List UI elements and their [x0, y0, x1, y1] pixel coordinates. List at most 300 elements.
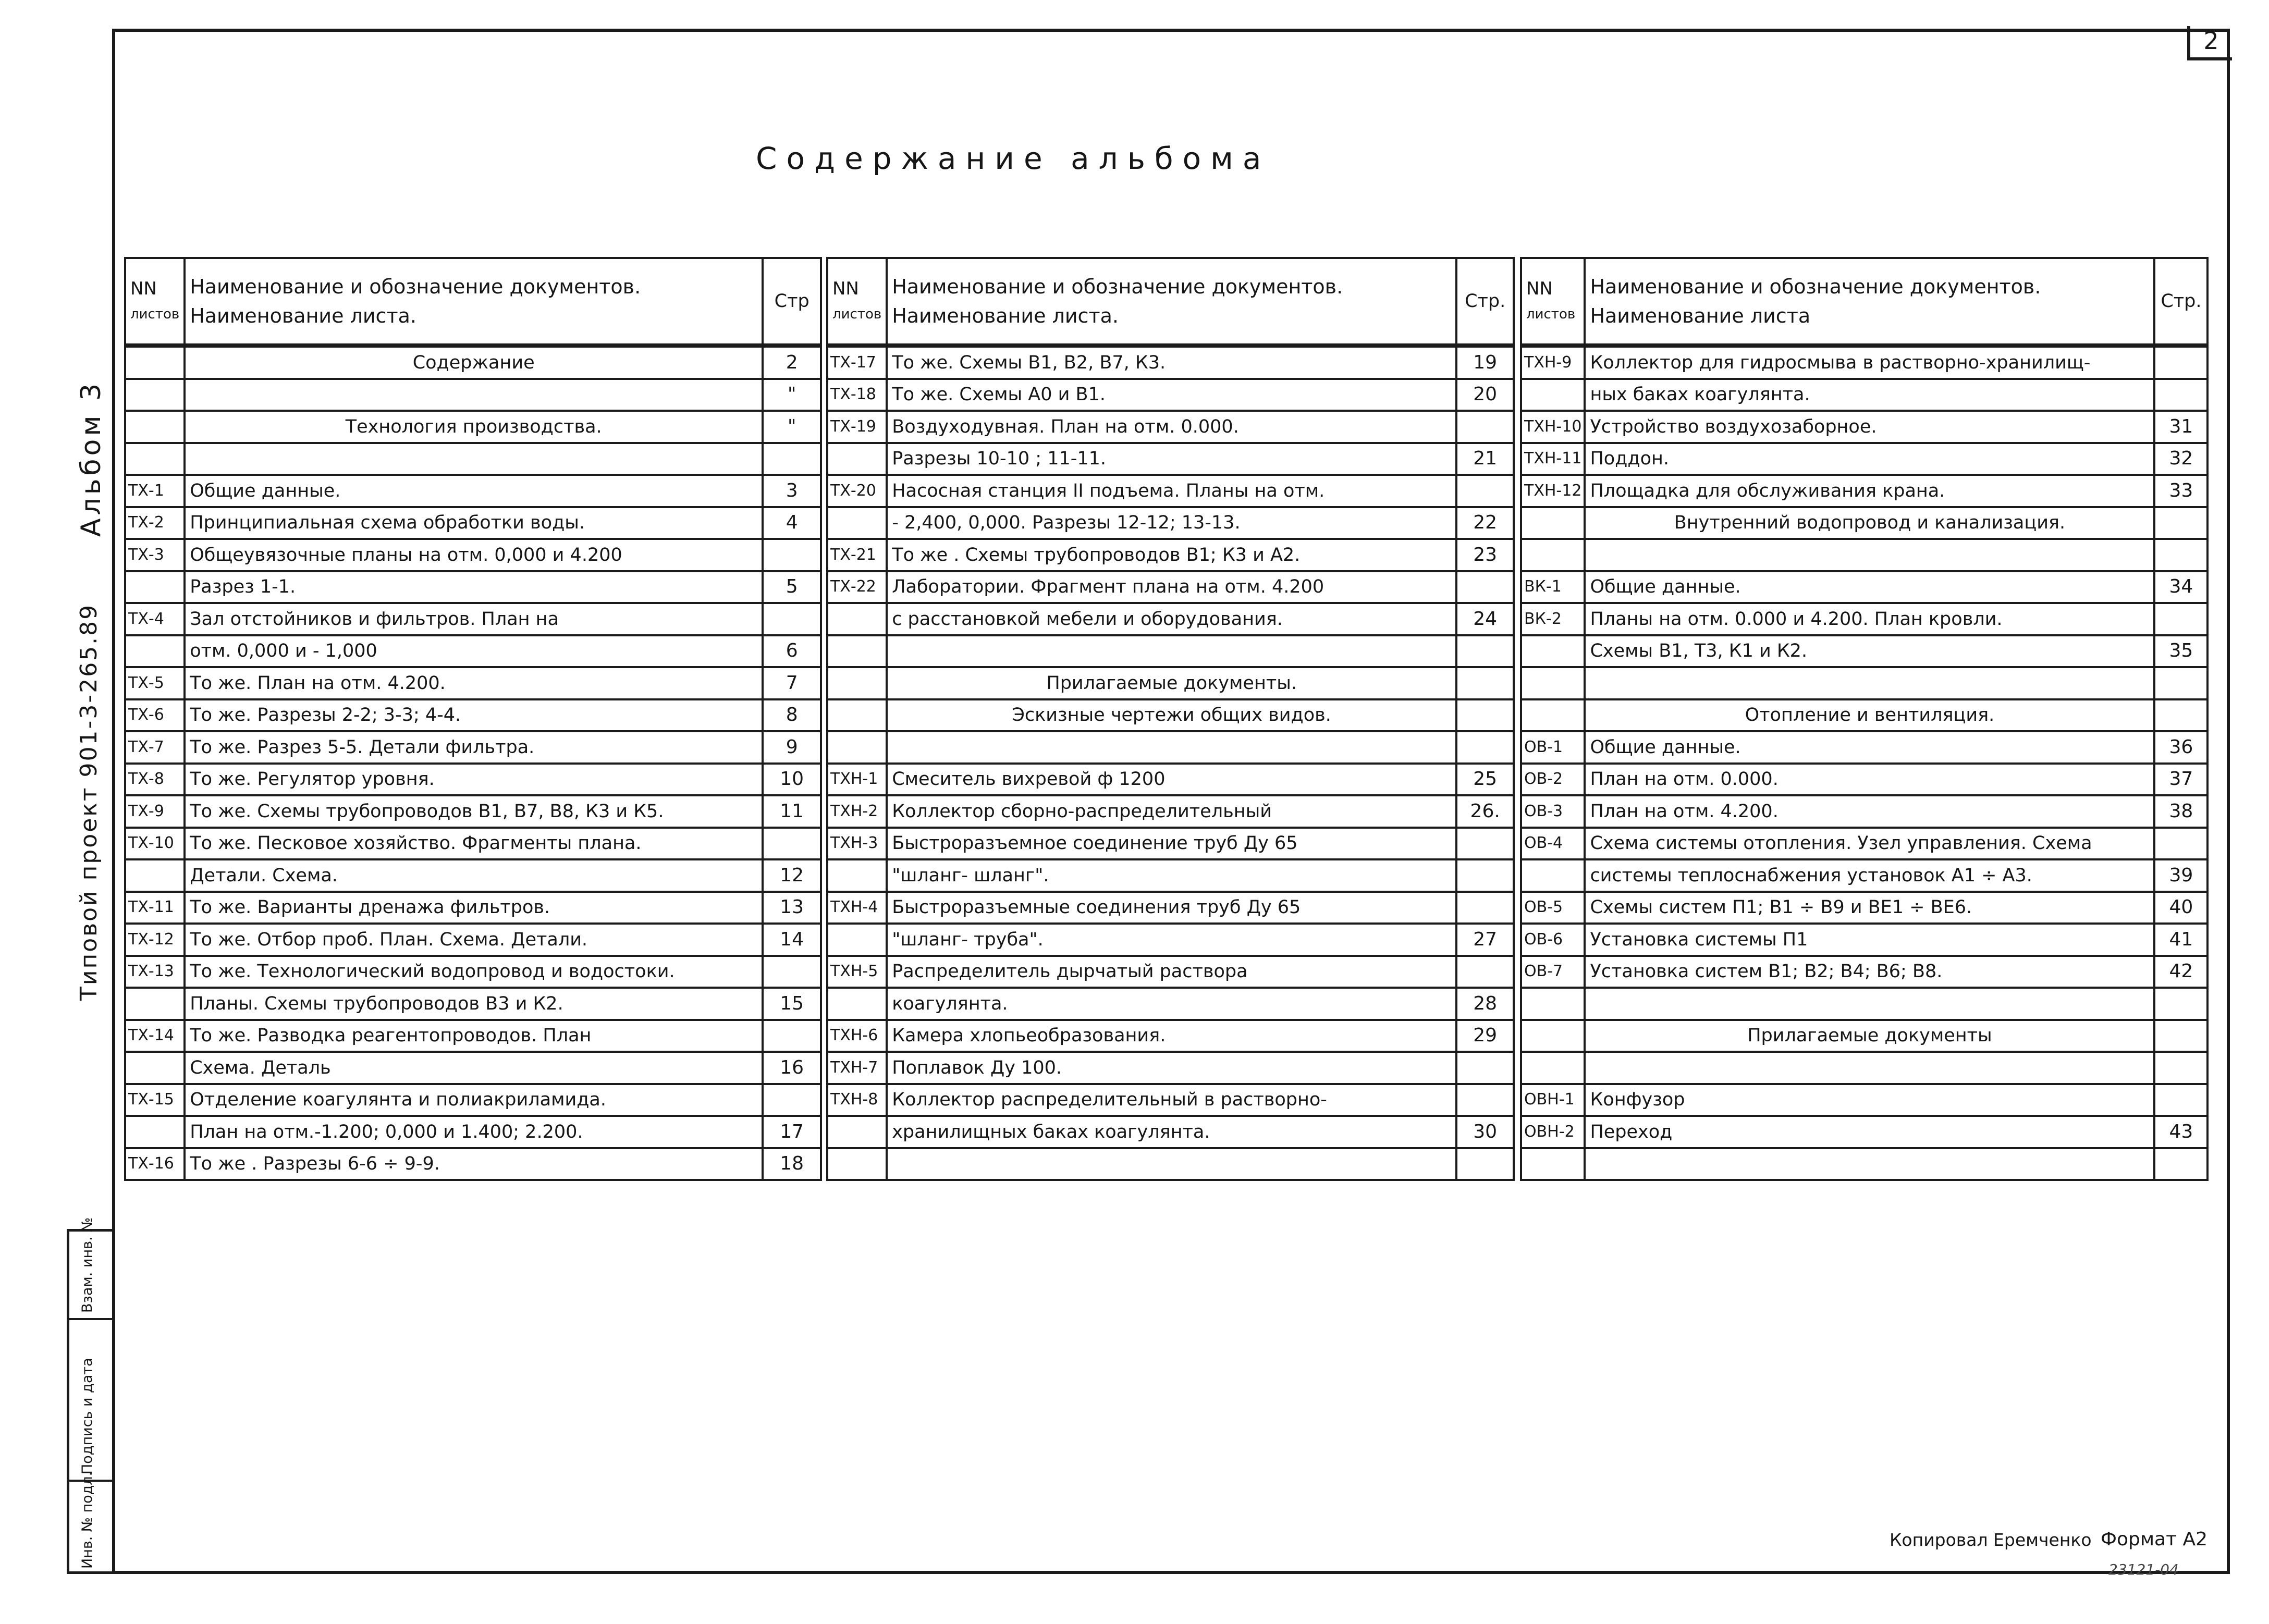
stamp-field-inventory: Инв. № подл.	[79, 1471, 95, 1569]
sheet-number	[125, 346, 185, 379]
stamp-field-replacement: Взам. инв. №	[79, 1217, 95, 1313]
page-number-cell: 43	[2154, 1116, 2207, 1148]
page-number-cell	[1456, 892, 1514, 924]
page-number-cell: 12	[763, 859, 821, 892]
sheet-name: коагулянта.	[887, 988, 1456, 1020]
page-number-cell: 22	[1456, 507, 1514, 539]
table-row	[1521, 988, 2207, 1020]
table-row	[827, 956, 1514, 988]
table-row	[125, 443, 821, 475]
table-row	[125, 988, 821, 1020]
sheet-number: ТХН-7	[827, 1052, 887, 1084]
table-row	[827, 764, 1514, 796]
sheet-name	[887, 1148, 1456, 1180]
stamp-cell-signature	[69, 1320, 112, 1482]
table-row	[125, 603, 821, 635]
sheet-name	[185, 379, 763, 411]
table-row	[827, 539, 1514, 571]
page-number-cell	[1456, 411, 1514, 443]
table-row	[827, 379, 1514, 411]
sheet-number	[827, 988, 887, 1020]
sheet-number: ТХН-1	[827, 764, 887, 796]
sheet-name: Детали. Схема.	[185, 859, 763, 892]
page-number-cell	[2154, 667, 2207, 699]
sheet-number	[1521, 859, 1585, 892]
table-row	[1521, 731, 2207, 764]
page-number-cell: 25	[1456, 764, 1514, 796]
sheet-number	[1521, 699, 1585, 732]
sheet-number	[827, 635, 887, 668]
table-row	[1521, 1116, 2207, 1148]
sheet-number: ТХН-11	[1521, 443, 1585, 475]
sheet-name: отм. 0,000 и - 1,000	[185, 635, 763, 668]
page-number-cell: 5	[763, 571, 821, 604]
table-row	[1521, 443, 2207, 475]
page-number-cell	[1456, 571, 1514, 604]
sheet-name: ных баках коагулянта.	[1585, 379, 2154, 411]
page-number-cell	[763, 603, 821, 635]
column-header-name	[887, 258, 1456, 346]
table-row	[1521, 956, 2207, 988]
stamp-cell-inventory	[69, 1471, 112, 1574]
section-heading: Внутренний водопровод и канализация.	[1585, 507, 2154, 539]
sheet-number	[827, 603, 887, 635]
section-heading: Отопление и вентиляция.	[1585, 699, 2154, 732]
page-number-cell: 8	[763, 699, 821, 732]
table-row	[125, 1084, 821, 1116]
table-row	[827, 1148, 1514, 1180]
table-row	[125, 379, 821, 411]
table-row	[1521, 1020, 2207, 1052]
sheet-name	[887, 731, 1456, 764]
table-row	[125, 1020, 821, 1052]
table-row	[125, 859, 821, 892]
sheet-name: Установка систем В1; В2; В4; В6; В8.	[1585, 956, 2154, 988]
table-row	[827, 1116, 1514, 1148]
sheet-format: Формат А2	[2101, 1529, 2208, 1550]
sheet-name: Смеситель вихревой ф 1200	[887, 764, 1456, 796]
sheet-number	[1521, 1148, 1585, 1180]
section-heading: Прилагаемые документы.	[887, 667, 1456, 699]
sheet-name: То же . Схемы трубопроводов В1; К3 и А2.	[887, 539, 1456, 571]
sheet-name: "шланг- шланг".	[887, 859, 1456, 892]
header-name-line1: Наименование и обозначение документов.	[190, 275, 641, 298]
sheet-number: ТХ-5	[125, 667, 185, 699]
sheet-number: ТХ-12	[125, 924, 185, 956]
table-row	[827, 828, 1514, 860]
sheet-number: ТХН-8	[827, 1084, 887, 1116]
page-number-cell: 32	[2154, 443, 2207, 475]
sheet-name	[1585, 1052, 2154, 1084]
sheet-number: ТХ-1	[125, 475, 185, 507]
table-row	[125, 892, 821, 924]
sheet-name: Схемы систем П1; В1 ÷ В9 и ВЕ1 ÷ ВЕ6.	[1585, 892, 2154, 924]
page-number-cell: 29	[1456, 1020, 1514, 1052]
sheet-number: ТХ-22	[827, 571, 887, 604]
sheet-number	[125, 1052, 185, 1084]
page-number-cell: 26.	[1456, 795, 1514, 828]
sheet-name: То же. Разрез 5-5. Детали фильтра.	[185, 731, 763, 764]
sheet-name: Поплавок Ду 100.	[887, 1052, 1456, 1084]
sheet-number: ТХ-17	[827, 346, 887, 379]
page-number-cell: 31	[2154, 411, 2207, 443]
sheet-number	[1521, 507, 1585, 539]
page-number-cell: 33	[2154, 475, 2207, 507]
header-sheets: листов	[832, 306, 882, 322]
page-number-cell: 34	[2154, 571, 2207, 604]
table-row	[125, 507, 821, 539]
table-row	[125, 731, 821, 764]
sheet-number	[827, 924, 887, 956]
sheet-number: ТХ-11	[125, 892, 185, 924]
table-row	[827, 699, 1514, 732]
page-number-cell: 13	[763, 892, 821, 924]
section-heading: Содержание	[185, 346, 763, 379]
page-number-cell	[2154, 828, 2207, 860]
table-row	[125, 635, 821, 668]
sheet-number	[827, 507, 887, 539]
header-nn: NN	[130, 278, 157, 299]
page-number-cell: 28	[1456, 988, 1514, 1020]
sheet-name: То же. План на отм. 4.200.	[185, 667, 763, 699]
sheet-name: Коллектор для гидросмыва в растворно-хранилищ-	[1585, 346, 2154, 379]
sheet-name: Общие данные.	[185, 475, 763, 507]
sheet-number	[1521, 1052, 1585, 1084]
page-number-cell: 4	[763, 507, 821, 539]
sheet-number: ТХ-9	[125, 795, 185, 828]
page-number-cell: 38	[2154, 795, 2207, 828]
page-number-cell: 39	[2154, 859, 2207, 892]
sheet-number: ТХ-8	[125, 764, 185, 796]
sheet-name	[1585, 1148, 2154, 1180]
table-row	[1521, 507, 2207, 539]
page-number: 2	[2187, 26, 2232, 60]
sheet-name: То же. Регулятор уровня.	[185, 764, 763, 796]
archive-number: 23121-04	[2108, 1561, 2179, 1578]
sheet-name: Схема системы отопления. Узел управления. Схема	[1585, 828, 2154, 860]
table-row	[1521, 667, 2207, 699]
page-number-cell: 2	[763, 346, 821, 379]
page-number-cell: "	[763, 411, 821, 443]
table-row	[827, 892, 1514, 924]
column-header-page: Стр.	[1456, 258, 1514, 346]
sheet-number	[1521, 667, 1585, 699]
page-number-cell: 20	[1456, 379, 1514, 411]
sheet-name: То же. Разрезы 2-2; 3-3; 4-4.	[185, 699, 763, 732]
sheet-name: системы теплоснабжения установок А1 ÷ А3.	[1585, 859, 2154, 892]
header-name-line2: Наименование листа	[1590, 304, 1811, 327]
stamp-field-signature: Подпись и дата	[79, 1358, 95, 1474]
sheet-number: ТХН-3	[827, 828, 887, 860]
page-number-cell: 24	[1456, 603, 1514, 635]
sheet-name: хранилищных баках коагулянта.	[887, 1116, 1456, 1148]
sheet-number: ОВ-3	[1521, 795, 1585, 828]
table-row	[827, 1020, 1514, 1052]
page-number-cell: 14	[763, 924, 821, 956]
sheet-name: Отделение коагулянта и полиакриламида.	[185, 1084, 763, 1116]
sheet-number: ТХН-10	[1521, 411, 1585, 443]
header-nn: NN	[832, 278, 859, 299]
table-row	[1521, 571, 2207, 604]
sheet-number: ТХ-19	[827, 411, 887, 443]
table-row	[827, 411, 1514, 443]
table-row	[125, 1148, 821, 1180]
page-number-cell	[763, 828, 821, 860]
sheet-number: ТХН-9	[1521, 346, 1585, 379]
page-number-cell	[763, 956, 821, 988]
table-row	[125, 699, 821, 732]
page-number-cell	[1456, 956, 1514, 988]
sheet-name: Устройство воздухозаборное.	[1585, 411, 2154, 443]
sheet-number: ОВ-5	[1521, 892, 1585, 924]
sheet-name	[1585, 667, 2154, 699]
table-row	[125, 475, 821, 507]
sheet-name: План на отм. 4.200.	[1585, 795, 2154, 828]
page-number-cell	[1456, 1052, 1514, 1084]
page-number-cell	[763, 1084, 821, 1116]
header-sheets: листов	[130, 306, 180, 322]
page-number-cell: 15	[763, 988, 821, 1020]
table-row	[827, 346, 1514, 379]
table-row	[125, 571, 821, 604]
sheet-number: ТХ-13	[125, 956, 185, 988]
sheet-name: Общие данные.	[1585, 731, 2154, 764]
table-row	[827, 731, 1514, 764]
column-header-page: Стр	[763, 258, 821, 346]
table-row	[1521, 346, 2207, 379]
page-number-cell	[1456, 635, 1514, 668]
sheet-number	[827, 667, 887, 699]
sheet-number	[1521, 539, 1585, 571]
sheet-number	[827, 1116, 887, 1148]
page-number-cell: 16	[763, 1052, 821, 1084]
column-header-name	[1585, 258, 2154, 346]
table-row	[1521, 475, 2207, 507]
page-number-cell: 19	[1456, 346, 1514, 379]
sheet-number: ОВ-6	[1521, 924, 1585, 956]
page-number-cell: 6	[763, 635, 821, 668]
sheet-number: ТХ-10	[125, 828, 185, 860]
sheet-name: Общеувязочные планы на отм. 0,000 и 4.200	[185, 539, 763, 571]
sheet-name: Поддон.	[1585, 443, 2154, 475]
sheet-number: ТХ-15	[125, 1084, 185, 1116]
sheet-number	[125, 988, 185, 1020]
page-number-cell	[1456, 475, 1514, 507]
sheet-name: То же. Варианты дренажа фильтров.	[185, 892, 763, 924]
table-row	[1521, 603, 2207, 635]
sheet-name: - 2,400, 0,000. Разрезы 12-12; 13-13.	[887, 507, 1456, 539]
page-number-cell: 3	[763, 475, 821, 507]
header-nn: NN	[1526, 278, 1553, 299]
sheet-name: Коллектор распределительный в растворно-	[887, 1084, 1456, 1116]
table-row	[827, 667, 1514, 699]
sheet-name: Разрез 1-1.	[185, 571, 763, 604]
table-row	[1521, 635, 2207, 668]
sheet-name: Насосная станция II подъема. Планы на отм.	[887, 475, 1456, 507]
sheet-number: ОВ-7	[1521, 956, 1585, 988]
page-number-cell: 41	[2154, 924, 2207, 956]
table-row	[827, 1052, 1514, 1084]
contents-table-3	[1520, 257, 2209, 1181]
sheet-name: То же. Схемы трубопроводов В1, В7, В8, К3 и К5.	[185, 795, 763, 828]
header-name-line1: Наименование и обозначение документов.	[892, 275, 1343, 298]
sheet-name: Схема. Деталь	[185, 1052, 763, 1084]
table-row	[827, 571, 1514, 604]
album-contents-title: Содержание альбома	[756, 141, 1271, 176]
sheet-number: ТХ-21	[827, 539, 887, 571]
table-row	[125, 828, 821, 860]
page-number-cell: 42	[2154, 956, 2207, 988]
page-number-cell: 37	[2154, 764, 2207, 796]
sheet-name: "шланг- труба".	[887, 924, 1456, 956]
column-header-number	[1521, 258, 1585, 346]
sheet-name: То же. Схемы А0 и В1.	[887, 379, 1456, 411]
table-row	[125, 411, 821, 443]
column-header-number	[827, 258, 887, 346]
sheet-name	[185, 443, 763, 475]
sheet-name: Быстроразъемные соединения труб Ду 65	[887, 892, 1456, 924]
sheet-number: ТХН-5	[827, 956, 887, 988]
sheet-number: ТХ-7	[125, 731, 185, 764]
sheet-number: ТХН-6	[827, 1020, 887, 1052]
sheet-number	[125, 411, 185, 443]
table-row	[125, 1116, 821, 1148]
sheet-name: Разрезы 10-10 ; 11-11.	[887, 443, 1456, 475]
sheet-number: ТХН-2	[827, 795, 887, 828]
project-label: Типовой проект 901-3-265.89	[76, 603, 102, 1001]
sheet-number	[125, 1116, 185, 1148]
sheet-name: Лаборатории. Фрагмент плана на отм. 4.200	[887, 571, 1456, 604]
contents-table-2	[826, 257, 1515, 1181]
sheet-name: Воздуходувная. План на отм. 0.000.	[887, 411, 1456, 443]
table-row	[1521, 1052, 2207, 1084]
table-row	[1521, 795, 2207, 828]
sheet-name: Конфузор	[1585, 1084, 2154, 1116]
header-name-line2: Наименование листа.	[190, 304, 416, 327]
page-number-cell: 35	[2154, 635, 2207, 668]
table-row	[125, 795, 821, 828]
page-number-cell	[1456, 859, 1514, 892]
table-row	[827, 988, 1514, 1020]
page-number-cell: 36	[2154, 731, 2207, 764]
table-row	[1521, 1084, 2207, 1116]
table-row	[827, 859, 1514, 892]
sheet-number	[1521, 635, 1585, 668]
table-row	[827, 603, 1514, 635]
sheet-number: ВК-1	[1521, 571, 1585, 604]
header-name-line1: Наименование и обозначение документов.	[1590, 275, 2041, 298]
sheet-number	[827, 859, 887, 892]
stamp-cell-replacement	[69, 1217, 112, 1320]
page-number-cell	[1456, 1084, 1514, 1116]
sheet-name: То же. Схемы В1, В2, В7, К3.	[887, 346, 1456, 379]
table-row	[1521, 828, 2207, 860]
page-number-cell	[2154, 988, 2207, 1020]
section-heading: Технология производства.	[185, 411, 763, 443]
sheet-number: ТХ-16	[125, 1148, 185, 1180]
page-number-cell: 7	[763, 667, 821, 699]
page-number-cell	[1456, 828, 1514, 860]
sheet-number	[1521, 1020, 1585, 1052]
sheet-number: ТХ-4	[125, 603, 185, 635]
sheet-number	[125, 443, 185, 475]
table-row	[125, 539, 821, 571]
page-number-cell: 17	[763, 1116, 821, 1148]
sheet-number: ТХН-4	[827, 892, 887, 924]
page-number-cell	[2154, 1084, 2207, 1116]
table-row	[827, 475, 1514, 507]
sheet-number: ТХ-3	[125, 539, 185, 571]
sheet-number	[827, 443, 887, 475]
sheet-number: ОВ-2	[1521, 764, 1585, 796]
table-row	[827, 443, 1514, 475]
column-header-name	[185, 258, 763, 346]
approval-stamp	[67, 1217, 112, 1574]
page-number-cell	[2154, 603, 2207, 635]
table-row	[125, 956, 821, 988]
table-row	[1521, 1148, 2207, 1180]
copied-by: Копировал Еремченко	[1890, 1530, 2092, 1550]
sheet-name: То же . Разрезы 6-6 ÷ 9-9.	[185, 1148, 763, 1180]
table-row	[1521, 892, 2207, 924]
table-row	[1521, 924, 2207, 956]
page-number-cell: 18	[763, 1148, 821, 1180]
sheet-name: Зал отстойников и фильтров. План на	[185, 603, 763, 635]
sheet-number: ОВ-4	[1521, 828, 1585, 860]
sheet-name: То же. Разводка реагентопроводов. План	[185, 1020, 763, 1052]
sheet-name: То же. Песковое хозяйство. Фрагменты плана.	[185, 828, 763, 860]
page-number-cell: 30	[1456, 1116, 1514, 1148]
page-number-cell	[2154, 346, 2207, 379]
page-number-cell	[763, 539, 821, 571]
sheet-name: с расстановкой мебели и оборудования.	[887, 603, 1456, 635]
page-number-cell: 11	[763, 795, 821, 828]
page-number-cell: 23	[1456, 539, 1514, 571]
sheet-number: ОВН-1	[1521, 1084, 1585, 1116]
sheet-name: Планы на отм. 0.000 и 4.200. План кровли.	[1585, 603, 2154, 635]
page-number-cell	[1456, 731, 1514, 764]
sheet-name	[1585, 988, 2154, 1020]
table-row	[125, 764, 821, 796]
sheet-number: ОВ-1	[1521, 731, 1585, 764]
column-header-number	[125, 258, 185, 346]
page-number-cell	[2154, 539, 2207, 571]
table-row	[1521, 379, 2207, 411]
sheet-name: План на отм. 0.000.	[1585, 764, 2154, 796]
sheet-number	[827, 699, 887, 732]
table-row	[1521, 411, 2207, 443]
page-number-cell	[2154, 699, 2207, 732]
column-header-page: Стр.	[2154, 258, 2207, 346]
sheet-name: Распределитель дырчатый раствора	[887, 956, 1456, 988]
sheet-number: ТХ-2	[125, 507, 185, 539]
header-name-line2: Наименование листа.	[892, 304, 1119, 327]
sheet-number	[1521, 988, 1585, 1020]
table-row	[1521, 539, 2207, 571]
sheet-number	[1521, 379, 1585, 411]
sheet-number	[125, 379, 185, 411]
sheet-number: ТХ-6	[125, 699, 185, 732]
page-number-cell	[763, 443, 821, 475]
table-row	[125, 346, 821, 379]
table-row	[125, 924, 821, 956]
page-number-cell	[2154, 1052, 2207, 1084]
sheet-name: Коллектор сборно-распределительный	[887, 795, 1456, 828]
sheet-number: ТХ-14	[125, 1020, 185, 1052]
album-label: Альбом 3	[76, 380, 107, 537]
page-number-cell	[2154, 1020, 2207, 1052]
sheet-name: То же. Отбор проб. План. Схема. Детали.	[185, 924, 763, 956]
